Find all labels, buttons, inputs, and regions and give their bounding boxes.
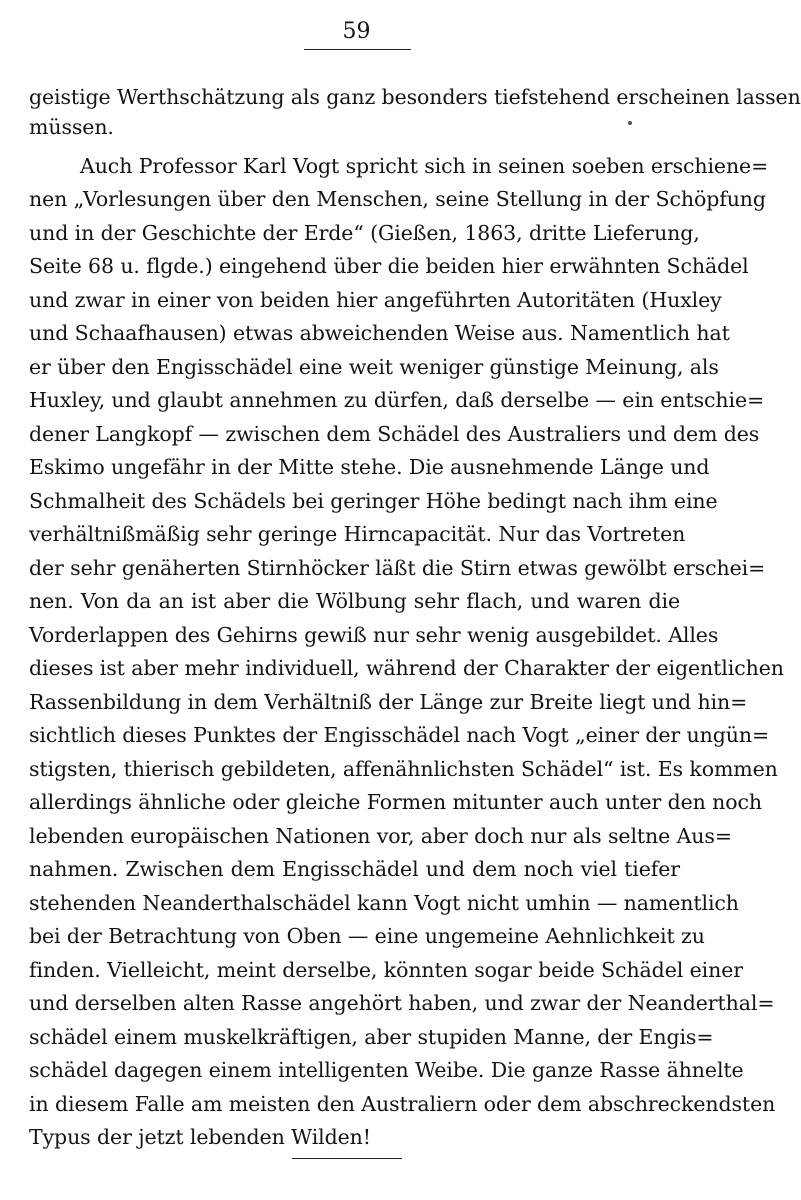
ink-spot <box>628 121 632 125</box>
text-line: nen „Vorlesungen über den Menschen, seine Stellung in der Schöpfung <box>29 187 766 211</box>
text-line: Auch Professor Karl Vogt spricht sich in seinen soeben erschiene= <box>80 154 769 178</box>
header-rule <box>304 49 411 50</box>
text-line: schädel einem muskelkräftigen, aber stupiden Manne, der Engis= <box>29 1025 714 1049</box>
text-line: Schmalheit des Schädels bei geringer Höhe bedingt nach ihm eine <box>29 489 718 513</box>
text-line: der sehr genäherten Stirnhöcker läßt die Stirn etwas gewölbt erschei= <box>29 556 766 580</box>
text-line: und in der Geschichte der Erde“ (Gießen, 1863, dritte Lieferung, <box>29 221 700 245</box>
page-number: 59 <box>342 19 371 44</box>
text-line: in diesem Falle am meisten den Australiern oder dem abschreckendsten <box>29 1092 776 1116</box>
text-line: bei der Betrachtung von Oben — eine ungemeine Aehnlichkeit zu <box>29 924 705 948</box>
text-line: Huxley, und glaubt annehmen zu dürfen, daß derselbe — ein entschie= <box>29 388 765 412</box>
text-line: Vorderlappen des Gehirns gewiß nur sehr wenig ausgebildet. Alles <box>29 623 719 647</box>
text-line: er über den Engisschädel eine weit weniger günstige Meinung, als <box>29 355 719 379</box>
text-line: finden. Vielleicht, meint derselbe, könnten sogar beide Schädel einer <box>29 958 743 982</box>
text-line: und zwar in einer von beiden hier angeführten Autoritäten (Huxley <box>29 288 722 312</box>
text-line: sichtlich dieses Punktes der Engisschädel nach Vogt „einer der ungün= <box>29 723 770 747</box>
text-line: Rassenbildung in dem Verhältniß der Länge zur Breite liegt und hin= <box>29 690 748 714</box>
text-line: lebenden europäischen Nationen vor, aber doch nur als seltne Aus= <box>29 824 732 848</box>
text-line: dener Langkopf — zwischen dem Schädel des Australiers und dem des <box>29 422 760 446</box>
text-line: stigsten, thierisch gebildeten, affenähnlichsten Schädel“ ist. Es kommen <box>29 757 778 781</box>
text-line: dieses ist aber mehr individuell, während der Charakter der eigentlichen <box>29 656 784 680</box>
text-line: und Schaafhausen) etwas abweichenden Weise aus. Namentlich hat <box>29 321 730 345</box>
text-line: Eskimo ungefähr in der Mitte stehe. Die ausnehmende Länge und <box>29 455 710 479</box>
text-line: nahmen. Zwischen dem Engisschädel und dem noch viel tiefer <box>29 857 680 881</box>
text-line: stehenden Neanderthalschädel kann Vogt nicht umhin — namentlich <box>29 891 739 915</box>
text-line: Seite 68 u. flgde.) eingehend über die beiden hier erwähnten Schädel <box>29 254 749 278</box>
text-line: nen. Von da an ist aber die Wölbung sehr flach, und waren die <box>29 589 680 613</box>
text-line: schädel dagegen einem intelligenten Weibe. Die ganze Rasse ähnelte <box>29 1058 744 1082</box>
text-line: verhältnißmäßig sehr geringe Hirncapacität. Nur das Vortreten <box>29 522 686 546</box>
text-line: müssen. <box>29 115 114 139</box>
text-line: geistige Werthschätzung als ganz besonders tiefstehend erscheinen lassen <box>29 85 801 109</box>
text-line: allerdings ähnliche oder gleiche Formen mitunter auch unter den noch <box>29 790 762 814</box>
text-line: und derselben alten Rasse angehört haben, und zwar der Neanderthal= <box>29 991 775 1015</box>
text-line: Typus der jetzt lebenden Wilden! <box>29 1125 371 1149</box>
footer-rule <box>292 1158 402 1159</box>
